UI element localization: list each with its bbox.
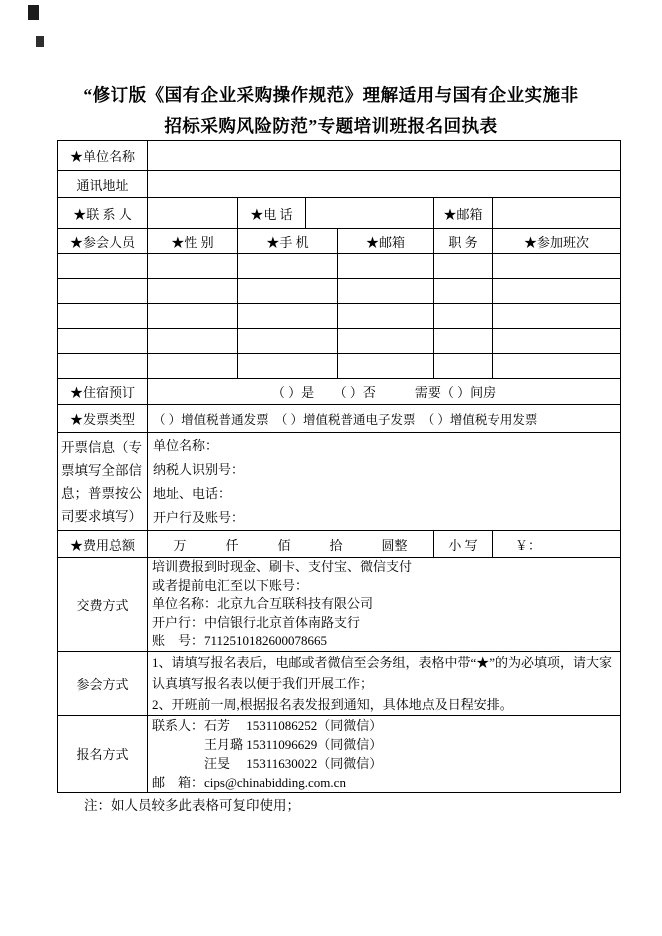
total-fee-caps-cell: 万 仟 佰 拾 圆整 [148, 531, 434, 558]
payment-method-row [58, 558, 621, 652]
invoice-info-line: 开户行及账号： [153, 509, 245, 525]
attendee-gender-cell [148, 329, 238, 354]
phone-label: ★电 话 [238, 198, 306, 229]
payment-method-label: 交费方式 [58, 558, 148, 652]
attendee-name-cell [58, 254, 148, 279]
attendee-email-cell [338, 254, 434, 279]
attendee-row [58, 304, 621, 329]
attend-method-label: 参会方式 [58, 651, 148, 715]
attendee-session-cell [493, 304, 621, 329]
document-title-line2: 招标采购风险防范”专题培训班报名回执表 [164, 116, 498, 136]
unit-name-label: ★单位名称 [58, 141, 148, 171]
attendee-header-email: ★邮箱 [338, 229, 434, 254]
attend-method-row [58, 651, 621, 715]
unit-name-row [58, 141, 621, 171]
invoice-info-content [148, 433, 621, 531]
attendee-row [58, 329, 621, 354]
attendee-email-cell [338, 354, 434, 379]
attend-method-line: 2、开班前一周,根据报名表发报到通知，具体地点及日程安排。 [152, 696, 513, 712]
attendee-gender-cell [148, 304, 238, 329]
register-contact-line: 王月璐 15311096629（同微信） [152, 736, 383, 752]
register-contact-line: 联系人：石芳 15311086252（同微信） [152, 717, 383, 733]
invoice-info-row [58, 433, 621, 531]
lodging-label: ★住宿预订 [58, 379, 148, 405]
attendee-header-position: 职 务 [434, 229, 493, 254]
attendee-row [58, 279, 621, 304]
contact-label: ★联 系 人 [58, 198, 148, 229]
attend-method-content [148, 651, 621, 715]
document-title-line1: “修订版《国有企业采购操作规范》理解适用与国有企业实施非 [83, 85, 579, 105]
attendee-gender-cell [148, 354, 238, 379]
invoice-type-options: （ ）增值税普通发票 （ ）增值税普通电子发票 （ ）增值税专用发票 [148, 405, 621, 433]
attendee-name-cell [58, 279, 148, 304]
attendee-position-cell [434, 254, 493, 279]
attendee-mobile-cell [238, 304, 338, 329]
attendee-row [58, 354, 621, 379]
attendee-session-cell [493, 354, 621, 379]
lodging-options: （ ）是 （ ）否 需要（ ）间房 [148, 379, 621, 405]
lodging-row [58, 379, 621, 405]
email-input-cell [493, 198, 621, 229]
payment-line: 或者提前电汇至以下账号： [152, 577, 309, 593]
attendee-gender-cell [148, 254, 238, 279]
attendee-position-cell [434, 304, 493, 329]
register-method-label: 报名方式 [58, 715, 148, 792]
total-fee-label: ★费用总额 [58, 531, 148, 558]
contact-input-cell [148, 198, 238, 229]
scan-artifact-mark [36, 36, 44, 47]
register-email-line: 邮 箱：cips@chinabidding.com.cn [152, 774, 346, 790]
payment-line: 培训费报到时现金、刷卡、支付宝、微信支付 [152, 559, 413, 574]
attendee-row [58, 254, 621, 279]
total-fee-row [58, 531, 621, 558]
payment-line: 账 号：7112510182600078665 [152, 633, 328, 648]
attendee-position-cell [434, 279, 493, 304]
attendee-name-cell [58, 304, 148, 329]
invoice-info-line: 地址、电话： [153, 485, 232, 501]
payment-line: 单位名称：北京九合互联科技有限公司 [152, 596, 374, 611]
attendee-session-cell [493, 329, 621, 354]
address-input-cell [148, 171, 621, 198]
invoice-info-line: 单位名称： [153, 437, 219, 453]
attendee-header-row [58, 229, 621, 254]
attendee-email-cell [338, 279, 434, 304]
attendee-name-cell [58, 329, 148, 354]
attendee-header-mobile: ★手 机 [238, 229, 338, 254]
registration-form-table [57, 140, 621, 793]
scan-artifact-mark [28, 5, 39, 20]
invoice-type-label: ★发票类型 [58, 405, 148, 433]
attendee-session-cell [493, 279, 621, 304]
attendee-email-cell [338, 304, 434, 329]
attendee-mobile-cell [238, 329, 338, 354]
attendee-header-name: ★参会人员 [58, 229, 148, 254]
phone-input-cell [306, 198, 434, 229]
attendee-session-cell [493, 254, 621, 279]
contact-row [58, 198, 621, 229]
attendee-header-gender: ★性 别 [148, 229, 238, 254]
footnote: 注：如人员较多此表格可复印使用； [84, 798, 300, 813]
invoice-info-label: 开票信息（专票填写全部信息；普票按公司要求填写） [58, 433, 148, 531]
document-title [0, 80, 662, 142]
email-label: ★邮箱 [434, 198, 493, 229]
attend-method-line: 1、请填写报名表后，电邮或者微信至会务组，表格中带“★”的为必填项，请大家认真填写报名表以便于我们开展工作； [152, 654, 613, 691]
address-row [58, 171, 621, 198]
attendee-gender-cell [148, 279, 238, 304]
payment-method-content [148, 558, 621, 652]
register-method-content [148, 715, 621, 792]
attendee-email-cell [338, 329, 434, 354]
register-method-row [58, 715, 621, 792]
register-contact-line: 汪旻 15311630022（同微信） [152, 755, 383, 771]
attendee-position-cell [434, 354, 493, 379]
payment-line: 开户行：中信银行北京首体南路支行 [152, 614, 361, 630]
address-label: 通讯地址 [58, 171, 148, 198]
attendee-header-session: ★参加班次 [493, 229, 621, 254]
attendee-name-cell [58, 354, 148, 379]
invoice-info-line: 纳税人识别号： [153, 461, 245, 477]
attendee-mobile-cell [238, 354, 338, 379]
attendee-mobile-cell [238, 279, 338, 304]
unit-name-input-cell [148, 141, 621, 171]
invoice-type-row [58, 405, 621, 433]
attendee-mobile-cell [238, 254, 338, 279]
total-fee-small-label: 小 写 [434, 531, 493, 558]
attendee-position-cell [434, 329, 493, 354]
total-fee-amount-cell: ￥： [493, 531, 621, 558]
